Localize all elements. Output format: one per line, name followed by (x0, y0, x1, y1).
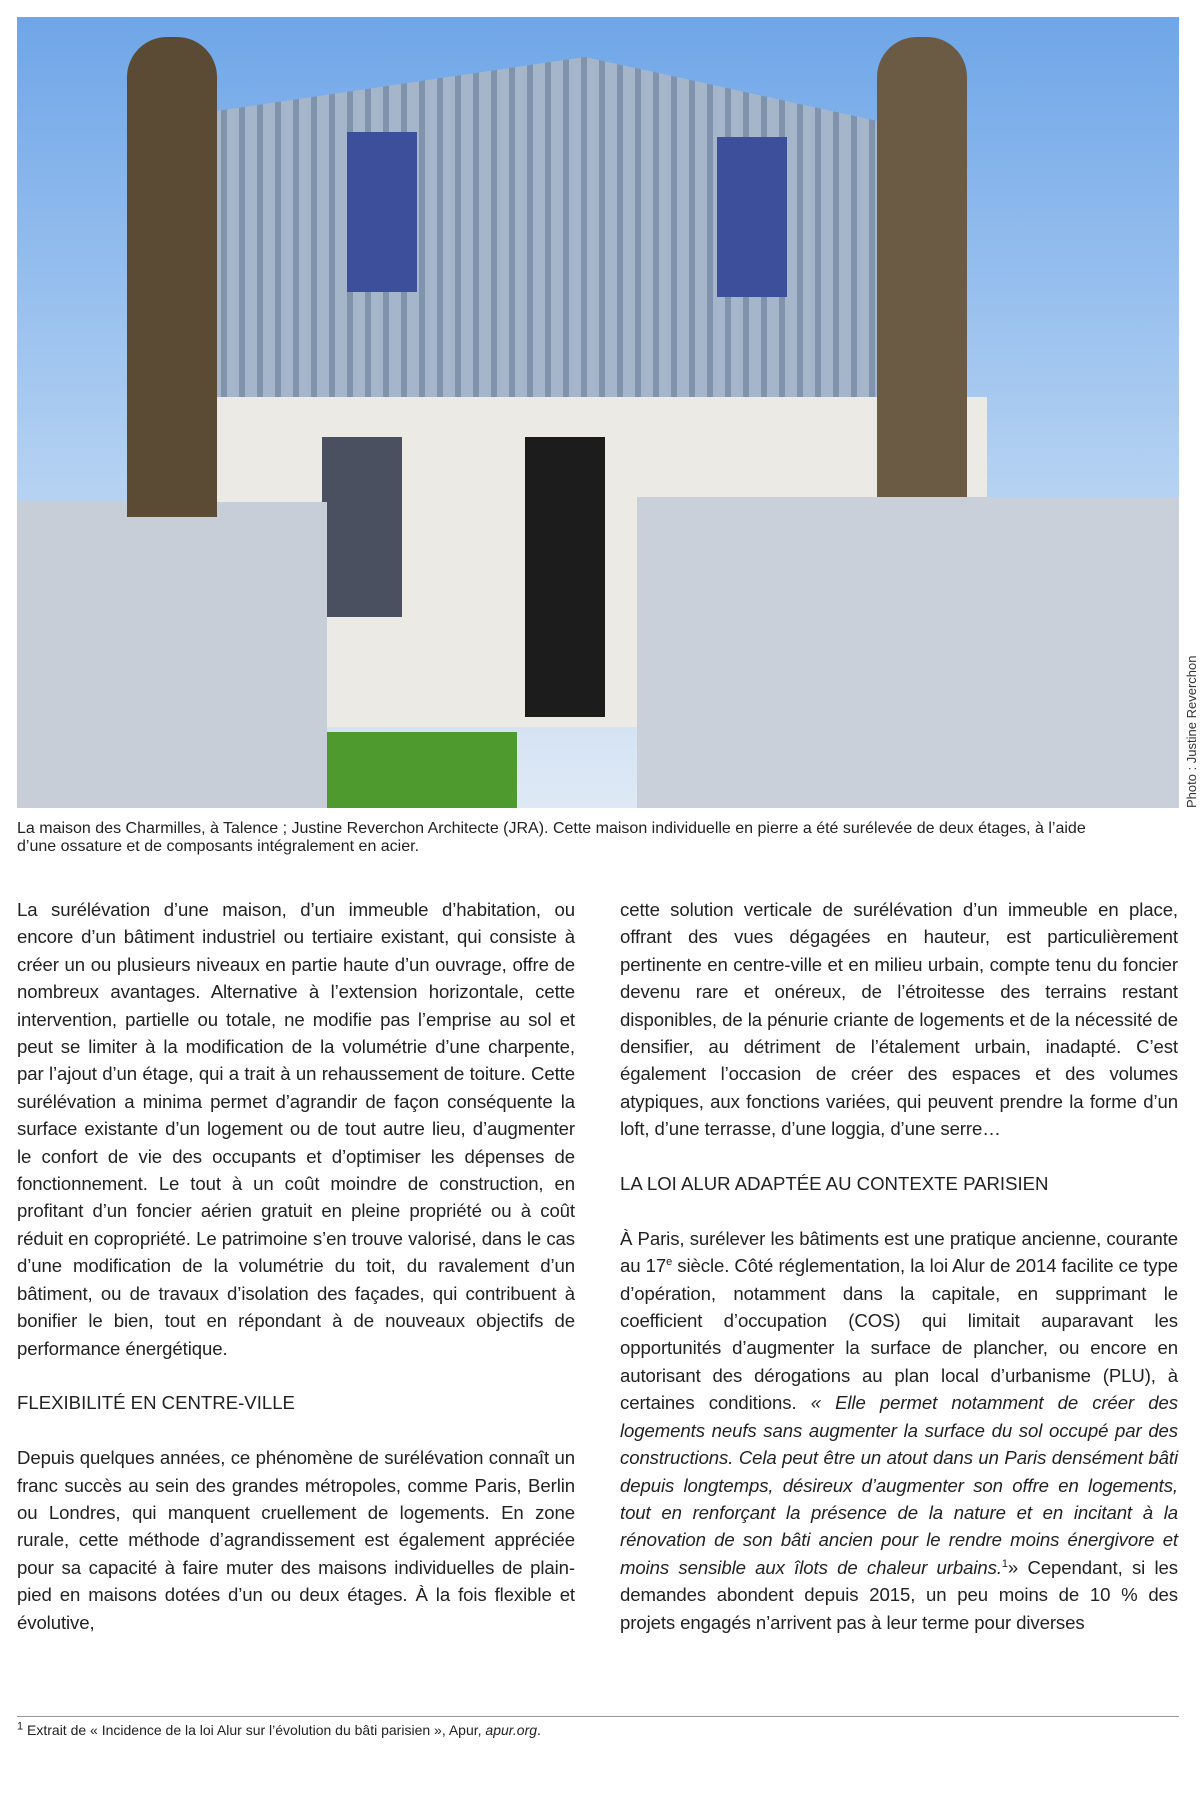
footnote-ref: 1 (1001, 1557, 1008, 1570)
window-ground-left (322, 437, 402, 617)
door (525, 437, 605, 717)
photo-credit: Photo : Justine Reverchon (1184, 655, 1199, 808)
paragraph: Depuis quelques années, ce phénomène de surélévation connaît un franc succès au sein des grandes métropoles, comme Paris, Berlin ou Londres, qui manquent cruellement de logements. En zone rurale, cette méthode d’agrandissement est également appréciée pour sa capacité à faire muter des maisons individuelles de plain-pied en maisons dotées d’un ou deux étages. À la fois flexible et évolutive, (17, 1447, 575, 1633)
tree-left (127, 37, 217, 517)
paragraph (620, 1225, 1178, 1636)
left-column (17, 896, 575, 1663)
section-heading: LA LOI ALUR ADAPTÉE AU CONTEXTE PARISIEN (620, 1173, 1049, 1195)
text: » Cependant, si les demandes abondent depuis 2015, un peu moins de 10 % des projets engagés n’arrivent pas à leur terme pour diverses (620, 1556, 1178, 1633)
metal-cladding (167, 57, 927, 397)
window-upper-left (347, 132, 417, 292)
window-upper-right (717, 137, 787, 297)
right-column (620, 896, 1178, 1663)
footnote-end: . (537, 1722, 541, 1738)
footnote-number: 1 (17, 1720, 24, 1733)
footnote (17, 1722, 541, 1738)
house-photo (17, 17, 1179, 808)
photo-caption: La maison des Charmilles, à Talence ; Justine Reverchon Architecte (JRA). Cette maison individuelle en pierre a été surélevée de deux étages, à l’aide d’une ossature et de composants intégralement en acier. (17, 820, 1086, 855)
fence-right (637, 497, 1179, 808)
text: À Paris, surélever les bâtiments est une pratique ancienne, courante au 17 (620, 1227, 1178, 1277)
superscript: e (666, 1256, 673, 1269)
text: siècle. Côté réglementation, la loi Alur de 2014 facilite ce type d’opération, notamment dans la capitale, en supprimant le coefficient d’occupation (COS) qui limitait auparavant les opportunités d’augmenter la surface de plancher, ou encore en autorisant des dérogations au plan local d’urbanisme (PLU), à certaines conditions. (620, 1255, 1178, 1414)
footnote-source: apur.org (485, 1722, 538, 1738)
paragraph: cette solution verticale de surélévation d’un immeuble en place, offrant des vues dégagées en hauteur, est particulièrement pertinente en centre-ville et en milieu urbain, compte tenu du foncier devenu rare et onéreux, de l’étroitesse des terrains restant disponibles, de la pénurie criante de logements et de la nécessité de densifier, au détriment de l’étalement urbain, inadapté. C’est également l’occasion de créer des espaces et des volumes atypiques, aux fonctions variées, qui peuvent prendre la forme d’un loft, d’une terrasse, d’une loggia, d’une serre… (620, 899, 1178, 1140)
footnote-divider (17, 1716, 1179, 1717)
fence-left (17, 502, 327, 808)
tree-right (877, 37, 967, 497)
section-heading: FLEXIBILITÉ EN CENTRE-VILLE (17, 1392, 295, 1414)
paragraph: La surélévation d’une maison, d’un immeuble d’habitation, ou encore d’un bâtiment industriel ou tertiaire existant, qui consiste à créer un ou plusieurs niveaux en partie haute d’un ouvrage, offre de nombreux avantages. Alternative à l’extension horizontale, cette intervention, partielle ou totale, ne modifie pas l’emprise au sol et peut se limiter à la modification de la volumétrie d’une charpente, par l’ajout d’un étage, qui a trait à un rehaussement de toiture. Cette surélévation a minima permet d’agrandir de façon conséquente la surface existante d’un logement ou de tout autre lieu, d’augmenter le confort de vie des occupants et d’optimiser les dépenses de fonctionnement. Le tout à un coût moindre de construction, en profitant d’un foncier aérien gratuit en pleine propriété ou à coût réduit en copropriété. Le patrimoine s’en trouve valorisé, dans le cas d’une modification de la volumétrie du toit, du ravalement d’un bâtiment, ou de travaux d’isolation des façades, qui contribuent à bonifier le bien, tout en répondant à de nouveaux objectifs de performance énergétique. (17, 899, 575, 1359)
footnote-text: Extrait de « Incidence de la loi Alur sur l’évolution du bâti parisien », Apur, (23, 1722, 486, 1738)
quote: « Elle permet notamment de créer des logements neufs sans augmenter la surface du sol occupé par des constructions. Cela peut être un atout dans un Paris densément bâti depuis longtemps, désireux d’augmenter son offre en logements, tout en renforçant la présence de la nature et en incitant à la rénovation de son bâti ancien pour le rendre moins énergivore et moins sensible aux îlots de chaleur urbains. (620, 1392, 1178, 1578)
